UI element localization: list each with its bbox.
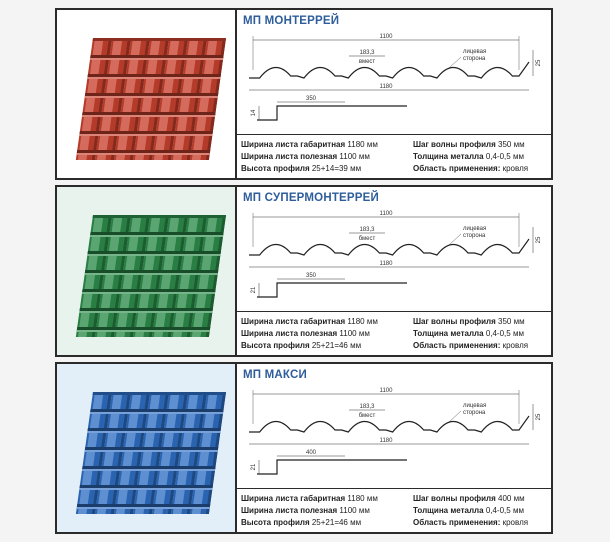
step-profile xyxy=(257,106,407,120)
dimension-label: сторона xyxy=(463,410,486,416)
spec-width-overall: Ширина листа габаритная 1180 мм xyxy=(241,140,378,149)
product-card-monterrey xyxy=(55,8,553,180)
dimension-label: бмест xyxy=(358,236,376,242)
product-photo xyxy=(57,187,235,355)
dimension-label: 25 xyxy=(536,413,542,421)
tile-step xyxy=(85,93,218,96)
spec-height: Высота профиля 25+21=46 мм xyxy=(241,341,362,350)
spec-width-useful: Ширина листа полезная 1100 мм xyxy=(241,506,370,515)
tile-step xyxy=(90,409,223,412)
tile-step xyxy=(85,270,218,273)
dimension-label: 350 xyxy=(305,96,317,102)
spec-wave: Шаг волны профиля 350 мм xyxy=(413,317,525,326)
profile-diagram xyxy=(235,364,553,488)
dimension-label: 1100 xyxy=(379,211,393,217)
spec-use: Область применения: кровля xyxy=(413,518,529,527)
tile-step xyxy=(88,251,221,254)
spec-use: Область применения: кровля xyxy=(413,341,529,350)
tile-step xyxy=(82,112,215,115)
profile-wave xyxy=(249,62,529,78)
spec-width-overall: Ширина листа габаритная 1180 мм xyxy=(241,317,378,326)
spec-wave: Шаг волны профиля 400 мм xyxy=(413,494,525,503)
tile-step xyxy=(85,447,218,450)
dimension-label: сторона xyxy=(463,56,486,62)
spec-use: Область применения: кровля xyxy=(413,164,529,173)
spec-width-overall: Ширина листа габаритная 1180 мм xyxy=(241,494,378,503)
dimension-label: лицевая xyxy=(463,49,487,55)
spec-width-useful: Ширина листа полезная 1100 мм xyxy=(241,329,370,338)
tile-step xyxy=(90,232,223,235)
product-title: МП МОНТЕРРЕЙ xyxy=(243,15,340,27)
dimension-label: 25 xyxy=(536,236,542,244)
product-photo xyxy=(57,10,235,178)
dimension-label: 1100 xyxy=(379,34,393,40)
tile-step xyxy=(82,289,215,292)
profile-wave xyxy=(249,416,529,432)
dimension-label: вмест xyxy=(358,59,376,65)
dimension-label: 21 xyxy=(251,463,257,471)
profile-diagram xyxy=(235,187,553,311)
spec-table xyxy=(235,311,553,356)
dimension-label: 25 xyxy=(536,59,542,67)
dimension-label: сторона xyxy=(463,233,486,239)
dimension-label: 183,3 xyxy=(359,227,375,233)
tile-step xyxy=(90,55,223,58)
tile-step xyxy=(80,485,213,488)
spec-height: Высота профиля 25+14=39 мм xyxy=(241,164,362,173)
dimension-label: 14 xyxy=(251,109,257,117)
dimension-label: 1180 xyxy=(379,438,393,444)
step-profile xyxy=(257,460,407,474)
dimension-label: 1180 xyxy=(379,261,393,267)
product-card-supermonterrey xyxy=(55,185,553,357)
tile-step xyxy=(77,150,210,153)
spec-width-useful: Ширина листа полезная 1100 мм xyxy=(241,152,370,161)
step-profile xyxy=(257,283,407,297)
dimension-label: 1180 xyxy=(379,84,393,90)
product-card-maxi xyxy=(55,362,553,534)
spec-height: Высота профиля 25+21=46 мм xyxy=(241,518,362,527)
profile-diagram xyxy=(235,10,553,134)
spec-table xyxy=(235,488,553,533)
spec-thickness: Толщина металла 0,4-0,5 мм xyxy=(413,506,524,515)
spec-wave: Шаг волны профиля 350 мм xyxy=(413,140,525,149)
product-title: МП СУПЕРМОНТЕРРЕЙ xyxy=(243,192,380,204)
spec-thickness: Толщина металла 0,4-0,5 мм xyxy=(413,329,524,338)
dimension-label: 183,3 xyxy=(359,404,375,410)
dimension-label: 183,3 xyxy=(359,50,375,56)
spec-table xyxy=(235,134,553,179)
spec-thickness: Толщина металла 0,4-0,5 мм xyxy=(413,152,524,161)
tile-step xyxy=(82,466,215,469)
dimension-label: 1100 xyxy=(379,388,393,394)
dimension-label: 21 xyxy=(251,286,257,294)
dimension-label: бмест xyxy=(358,413,376,419)
product-title: МП МАКСИ xyxy=(243,369,307,381)
dimension-label: лицевая xyxy=(463,403,487,409)
dimension-label: лицевая xyxy=(463,226,487,232)
tile-step xyxy=(80,308,213,311)
dimension-label: 400 xyxy=(305,450,317,456)
tile-step xyxy=(88,428,221,431)
tile-step xyxy=(80,131,213,134)
profile-wave xyxy=(249,239,529,255)
tile-step xyxy=(88,74,221,77)
tile-step xyxy=(77,327,210,330)
dimension-label: 350 xyxy=(305,273,317,279)
product-photo xyxy=(57,364,235,532)
tile-step xyxy=(77,504,210,507)
